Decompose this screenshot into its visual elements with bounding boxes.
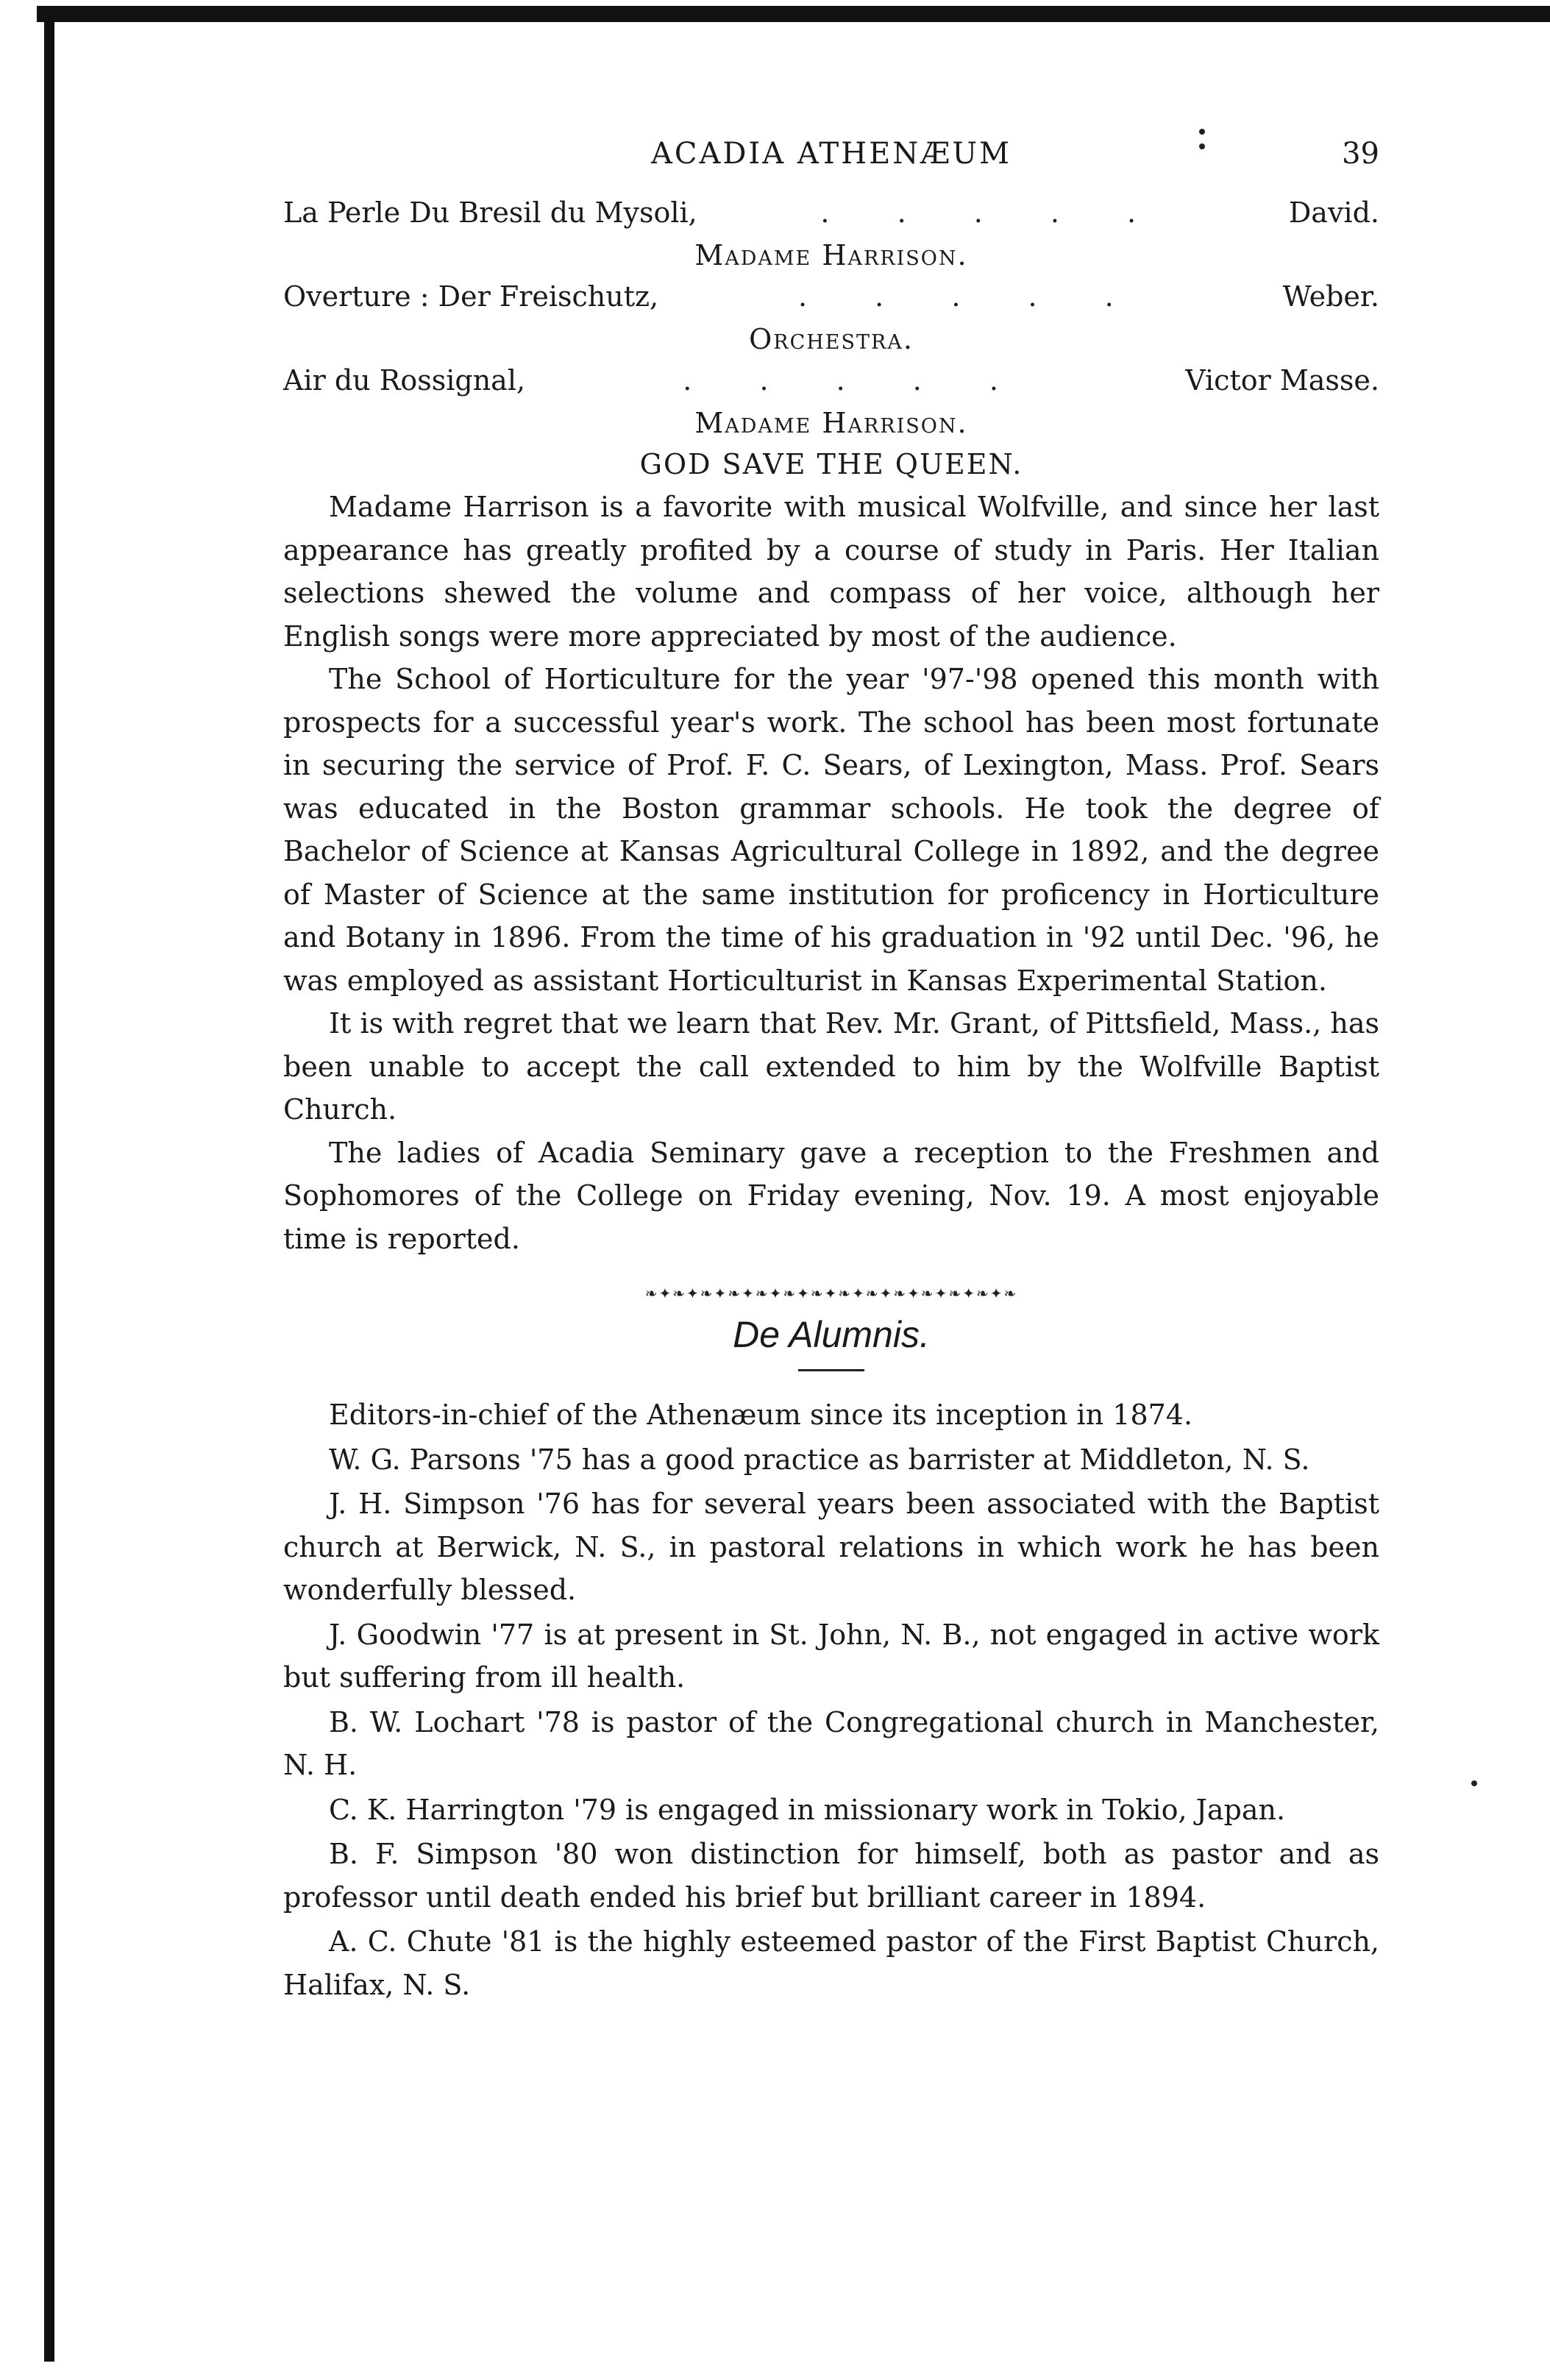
programme-performer: Madame Harrison. [694,407,968,439]
scan-speck [1471,1780,1477,1786]
news-paragraph: The School of Horticulture for the year '97-'98 opened this month with prospects for a successful year's work. The school has been most fortunate in securing the service of Prof. F. C. Sears, of Lexington, Mass. Prof. Sears was educated in the Boston grammar schools. He took the degree of Bachelor of Science at Kansas Agricultural College in 1892, and the degree of Master of Science at the same institution for proficency in Horticulture and Botany in 1896. From the time of his graduation in '92 until Dec. '96, he was employed as assistant Horticulturist in Kansas Experimental Station. [283,663,1379,997]
news-paragraph: The ladies of Acadia Seminary gave a reception to the Freshmen and Sophomores of the College on Friday evening, Nov. 19. A most enjoyable time is reported. [283,1136,1379,1255]
alumni-entry: B. F. Simpson '80 won distinction for himself, both as pastor and as professor until death ended his brief but brilliant career in 1894. [283,1838,1379,1914]
ornament-divider: ❧✦❧✦❧✦❧✦❧✦❧✦❧✦❧✦❧✦❧✦❧✦❧✦❧✦❧ [644,1285,1018,1302]
document-page [283,132,1379,2008]
programme-item [283,191,1379,234]
alumni-entry: J. H. Simpson '76 has for several years been associated with the Baptist church at Berwick, N. S., in pastoral relations in which work he has been wonderfully blessed. [283,1488,1379,1606]
programme-piece-title: La Perle Du Bresil du Mysoli, [283,196,697,229]
alumni-list [283,1393,1379,2006]
concert-programme [283,191,1379,486]
scan-left-border [44,22,54,2362]
programme-composer: Victor Masse. [1185,364,1379,397]
programme-composer: Weber. [1282,280,1379,313]
programme-piece-title: Air du Rossignal, [283,364,526,397]
scan-top-border [37,6,1550,22]
programme-item [283,359,1379,402]
programme-item [283,275,1379,318]
leader-dots: . . . . . [798,280,1143,313]
programme-piece-title: Overture : Der Freischutz, [283,280,659,313]
running-title: ACADIA ATHENÆUM [650,137,1012,171]
alumni-entry: J. Goodwin '77 is at present in St. John, N. B., not engaged in active work but suffering from ill health. [283,1618,1379,1694]
programme-composer: David. [1288,196,1379,229]
running-head [283,132,1379,191]
alumni-entry: W. G. Parsons '75 has a good practice as barrister at Middleton, N. S. [329,1443,1310,1476]
leader-dots: . . . . . [820,196,1166,229]
leader-dots: . . . . . [683,364,1028,397]
news-paragraph: Madame Harrison is a favorite with musical Wolfville, and since her last appearance has greatly profited by a course of study in Paris. Her Italian selections shewed the volume and compass of her voice, although her English songs were more appreciated by most of the audience. [283,491,1379,653]
alumni-entry: A. C. Chute '81 is the highly esteemed pastor of the First Baptist Church, Halifax, N. S. [283,1925,1379,2001]
news-paragraph: It is with regret that we learn that Rev. Mr. Grant, of Pittsfield, Mass., has been unable to accept the call extended to him by the Wolfville Baptist Church. [283,1007,1379,1126]
anthem-line: GOD SAVE THE QUEEN. [639,448,1023,480]
section-title: De Alumnis. [733,1314,930,1355]
alumni-entry: C. K. Harrington '79 is engaged in missionary work in Tokio, Japan. [329,1793,1286,1826]
alumni-entry: Editors-in-chief of the Athenæum since its inception in 1874. [329,1399,1193,1431]
section-rule [798,1369,864,1371]
alumni-entry: B. W. Lochart '78 is pastor of the Congregational church in Manchester, N. H. [283,1705,1379,1781]
page-number: 39 [1342,137,1379,171]
news-paragraphs [283,486,1379,1260]
programme-performer: Madame Harrison. [694,239,968,271]
programme-performer: Orchestra. [749,323,914,355]
